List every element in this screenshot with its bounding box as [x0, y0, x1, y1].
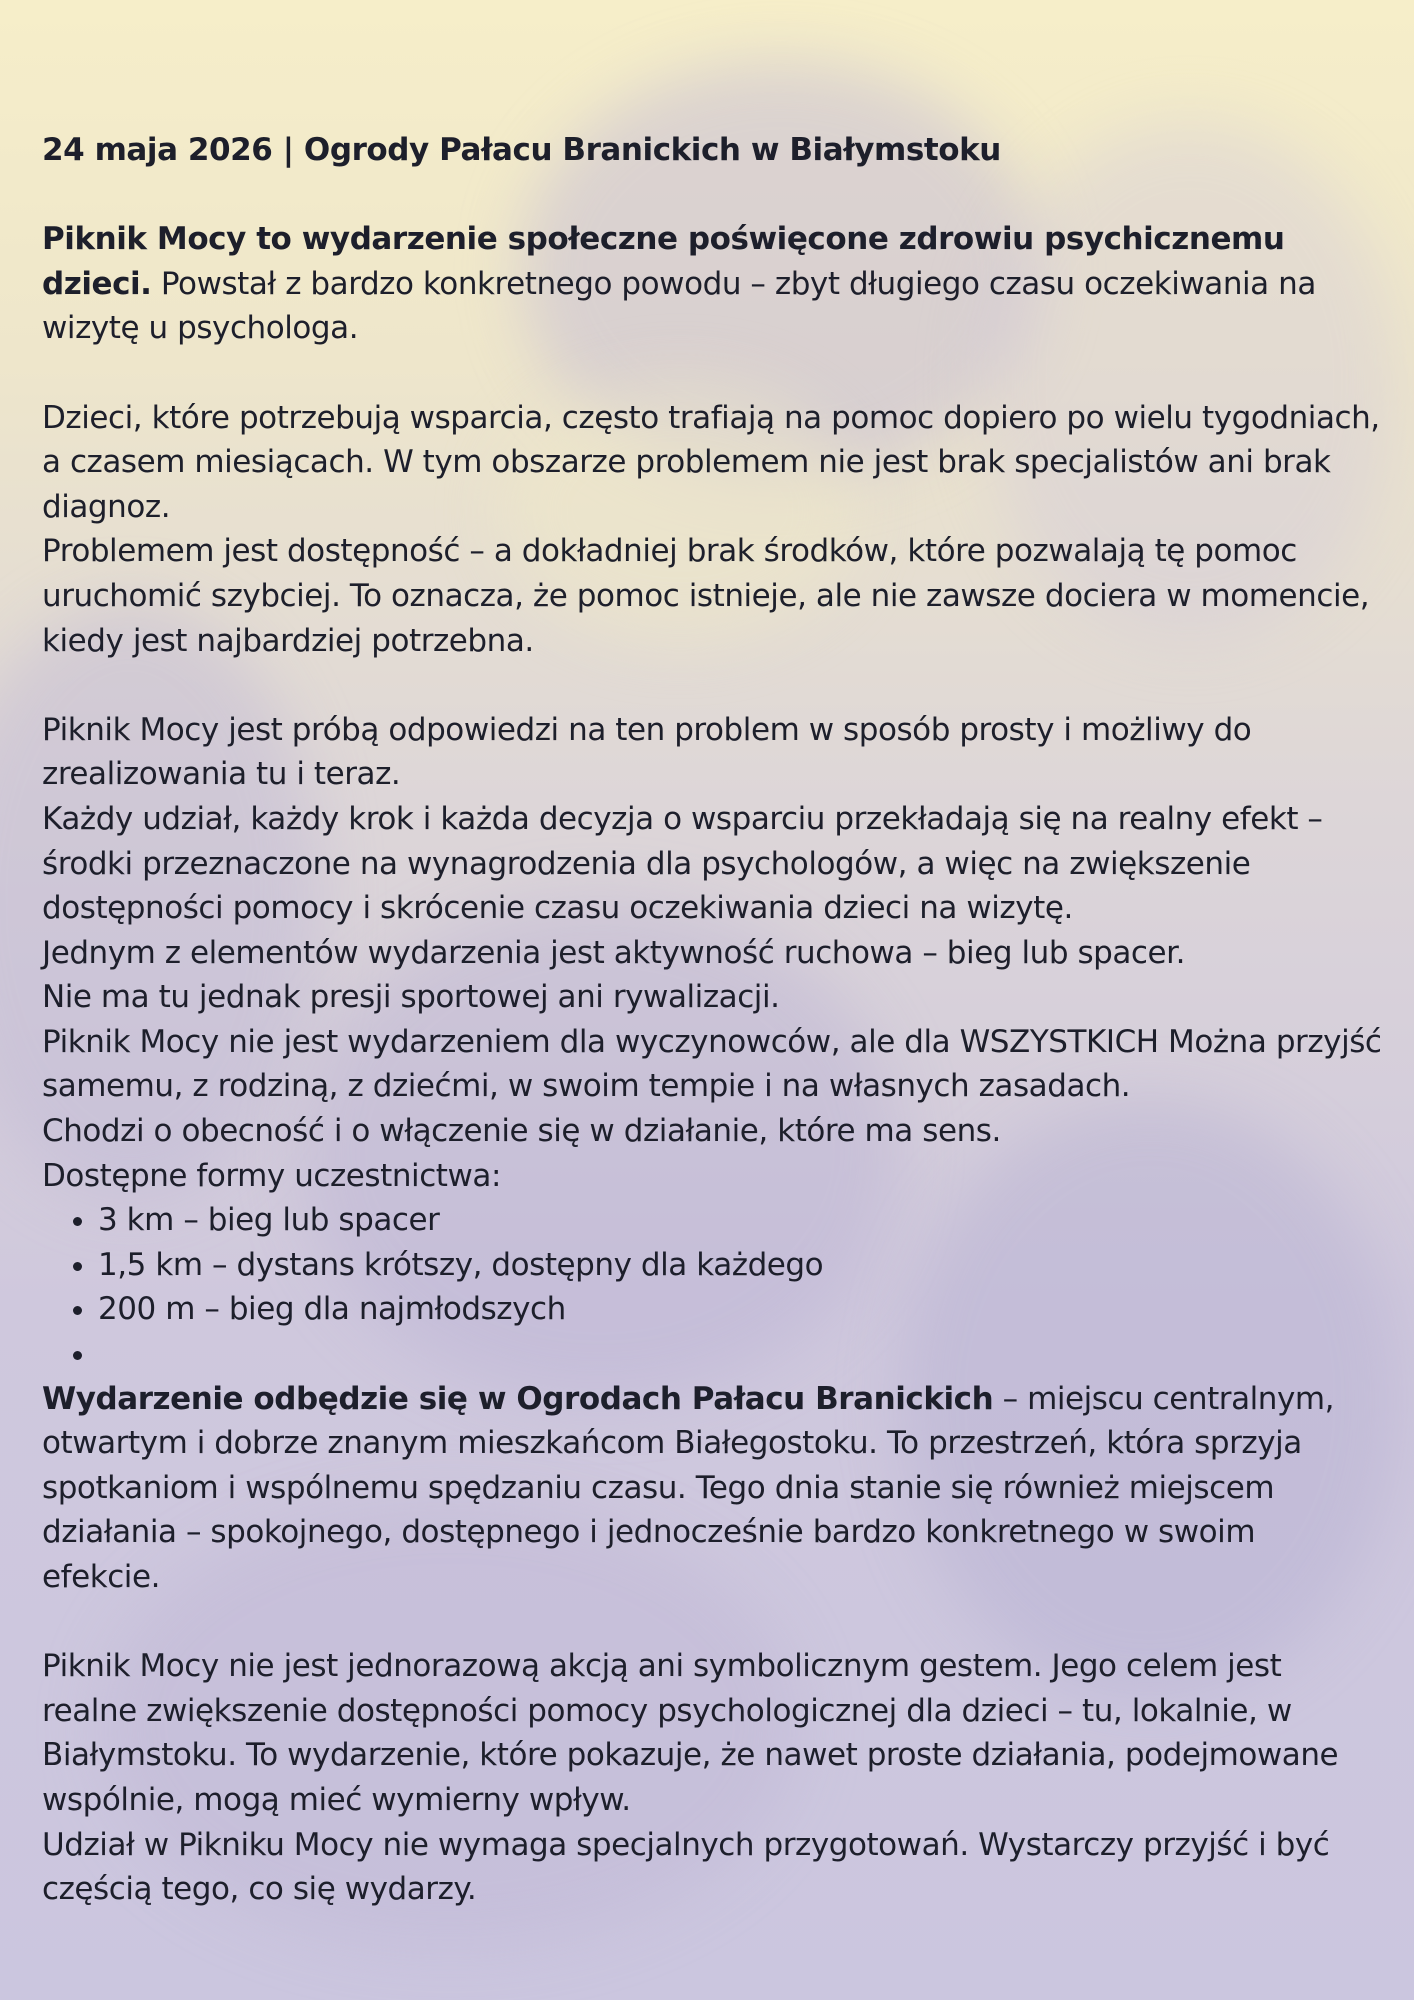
- closing-paragraph-1: Piknik Mocy nie jest jednorazową akcją ani symbolicznym gestem. Jego celem jest realne zwiększenie dostępności pomocy psychologicznej dla dzieci – tu, lokalnie, w Białymstoku. To wydarzenie, które pokazuje, że nawet proste działania, podejmowane wspólnie, mogą mieć wymierny wpływ.: [42, 1648, 1339, 1818]
- venue-paragraph: [42, 1377, 1382, 1600]
- answer-paragraph-3: Jednym z elementów wydarzenia jest aktywność ruchowa – bieg lub spacer.: [42, 934, 1185, 971]
- list-item: • 1,5 km – dystans krótszy, dostępny dla każdego: [98, 1243, 1382, 1288]
- forms-label: Dostępne formy uczestnictwa:: [42, 1157, 501, 1194]
- list-item: • 200 m – bieg dla najmłodszych: [98, 1287, 1382, 1332]
- intro-paragraph: [42, 217, 1382, 351]
- answer-paragraph-5: Piknik Mocy nie jest wydarzeniem dla wyczynowców, ale dla WSZYSTKICH Można przyjść samemu, z rodziną, z dziećmi, w swoim tempie i na własnych zasadach.: [42, 1023, 1382, 1105]
- access-paragraph-1: Dzieci, które potrzebują wsparcia, często trafiają na pomoc dopiero po wielu tygodniach, a czasem miesiącach. W tym obszarze problemem nie jest brak specjalistów ani brak diagnoz.: [42, 399, 1380, 525]
- list-item: • 3 km – bieg lub spacer: [98, 1198, 1382, 1243]
- spacer: [42, 1600, 1382, 1645]
- participation-forms-list: [42, 1198, 1382, 1376]
- list-item-empty: [98, 1332, 1382, 1377]
- access-paragraph-2: Problemem jest dostępność – a dokładniej brak środków, które pozwalają tę pomoc uruchomić szybciej. To oznacza, że pomoc istnieje, ale nie zawsze dociera w momencie, kiedy jest najbardziej potrzebna.: [42, 533, 1370, 659]
- intro-bold: Piknik Mocy to wydarzenie społeczne poświęcone zdrowiu psychicznemu dzieci.: [42, 221, 1285, 302]
- answer-paragraph-4: Nie ma tu jednak presji sportowej ani rywalizacji.: [42, 979, 780, 1016]
- answer-paragraph-1: Piknik Mocy jest próbą odpowiedzi na ten problem w sposób prosty i możliwy do zrealizowania tu i teraz.: [42, 711, 1252, 793]
- closing-paragraph-2: Udział w Pikniku Mocy nie wymaga specjalnych przygotowań. Wystarczy przyjść i być częścią tego, co się wydarzy.: [42, 1826, 1330, 1908]
- event-date-location: 24 maja 2026 | Ogrody Pałacu Branickich w Białymstoku: [42, 132, 1001, 168]
- spacer: [42, 351, 1382, 396]
- event-description: [42, 128, 1382, 1912]
- intro-rest: Powstał z bardzo konkretnego powodu – zbyt długiego czasu oczekiwania na wizytę u psychologa.: [42, 265, 1316, 347]
- answer-paragraph-2: Każdy udział, każdy krok i każda decyzja o wsparciu przekładają się na realny efekt – środki przeznaczone na wynagrodzenia dla psychologów, a więc na zwiększenie dostępności pomocy i skrócenie czasu oczekiwania dzieci na wizytę.: [42, 800, 1323, 927]
- spacer: [42, 173, 1382, 218]
- answer-paragraph-6: Chodzi o obecność i o włączenie się w działanie, które ma sens.: [42, 1113, 1001, 1150]
- venue-bold: Wydarzenie odbędzie się w Ogrodach Pałacu Branickich: [42, 1380, 994, 1417]
- spacer: [42, 663, 1382, 708]
- venue-rest: – miejscu centralnym, otwartym i dobrze znanym mieszkańcom Białegostoku. To przestrzeń, która sprzyja spotkaniom i wspólnemu spędzaniu czasu. Tego dnia stanie się również miejscem działania – spokojnego, dostępnego i jednocześnie bardzo konkretnego w swoim efekcie.: [42, 1380, 1335, 1595]
